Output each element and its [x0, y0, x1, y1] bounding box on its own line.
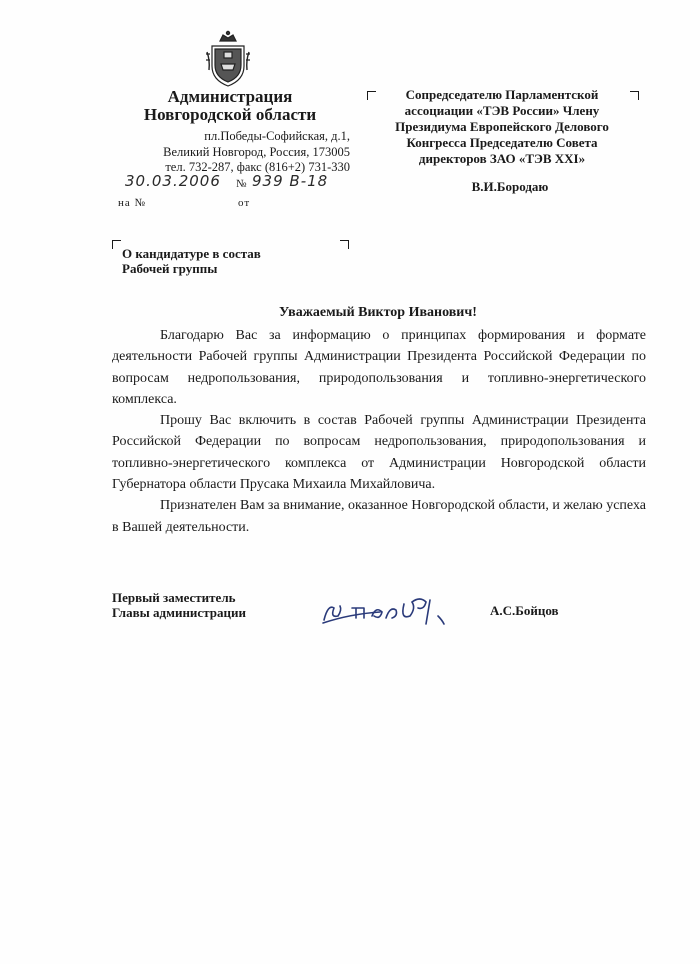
registration-number: 939 В-18 [252, 172, 329, 190]
sender-address [110, 129, 350, 176]
recipient-corner-left [367, 91, 376, 100]
body-paragraph: Благодарю Вас за информацию о принципах формирования и формате деятельности Рабочей группы Администрации Президента Российской Федерации по вопросам недропользования, природопользования и топливно-энергетического комплекса. [112, 328, 646, 407]
recipient-line: Конгресса Председателю Совета [406, 135, 598, 150]
subject-line2: Рабочей группы [122, 261, 218, 276]
address-line1: пл.Победы-Софийская, д.1, [204, 129, 350, 143]
handwritten-signature [320, 594, 470, 628]
address-line2: Великий Новгород, Россия, 173005 [163, 144, 350, 159]
body-paragraph: Прошу Вас включить в состав Рабочей группы Администрации Президента Российской Федерации по вопросам недропользования, природопользования и топливно-энергетического комплекса от Администрации Новгородской области Губернатора области Прусака Михаила Михайловича. [112, 413, 646, 493]
letter-body [112, 325, 646, 538]
recipient-line: ассоциации «ТЭВ России» Члену [404, 103, 600, 118]
registration-number-mark: № [236, 178, 247, 190]
coat-of-arms-emblem [205, 30, 251, 88]
recipient-corner-right [630, 91, 639, 100]
reference-date-label: от [238, 197, 251, 209]
recipient-name: В.И.Бородаю [471, 179, 549, 194]
recipient-address-block [378, 87, 626, 167]
signatory-title-line2: Главы администрации [112, 605, 246, 620]
phone-fax-line: тел. 732-287, факс (816+2) 731-330 [165, 160, 350, 174]
salutation: Уважаемый Виктор Иванович! [279, 305, 477, 320]
recipient-line: Сопредседателю Парламентской [405, 87, 599, 102]
subject-corner-left [112, 240, 121, 249]
signatory-title-line1: Первый заместитель [112, 590, 236, 605]
signatory-title [112, 590, 312, 620]
letter-subject [122, 246, 342, 276]
subject-line1: О кандидатуре в состав [122, 246, 261, 261]
recipient-line: директоров ЗАО «ТЭВ XXI» [418, 151, 586, 166]
recipient-line: Президиума Европейского Делового [395, 119, 609, 134]
sender-organization [110, 88, 350, 124]
body-paragraph: Признателен Вам за внимание, оказанное Новгородской области, и желаю успеха в Вашей деятельности. [112, 498, 646, 535]
org-name-line1: Администрация [167, 87, 293, 106]
org-name-line2: Новгородской области [143, 105, 317, 124]
signatory-name: А.С.Бойцов [490, 603, 559, 618]
reference-number-label: на № [118, 197, 147, 209]
registration-date: 30.03.2006 [125, 172, 221, 190]
